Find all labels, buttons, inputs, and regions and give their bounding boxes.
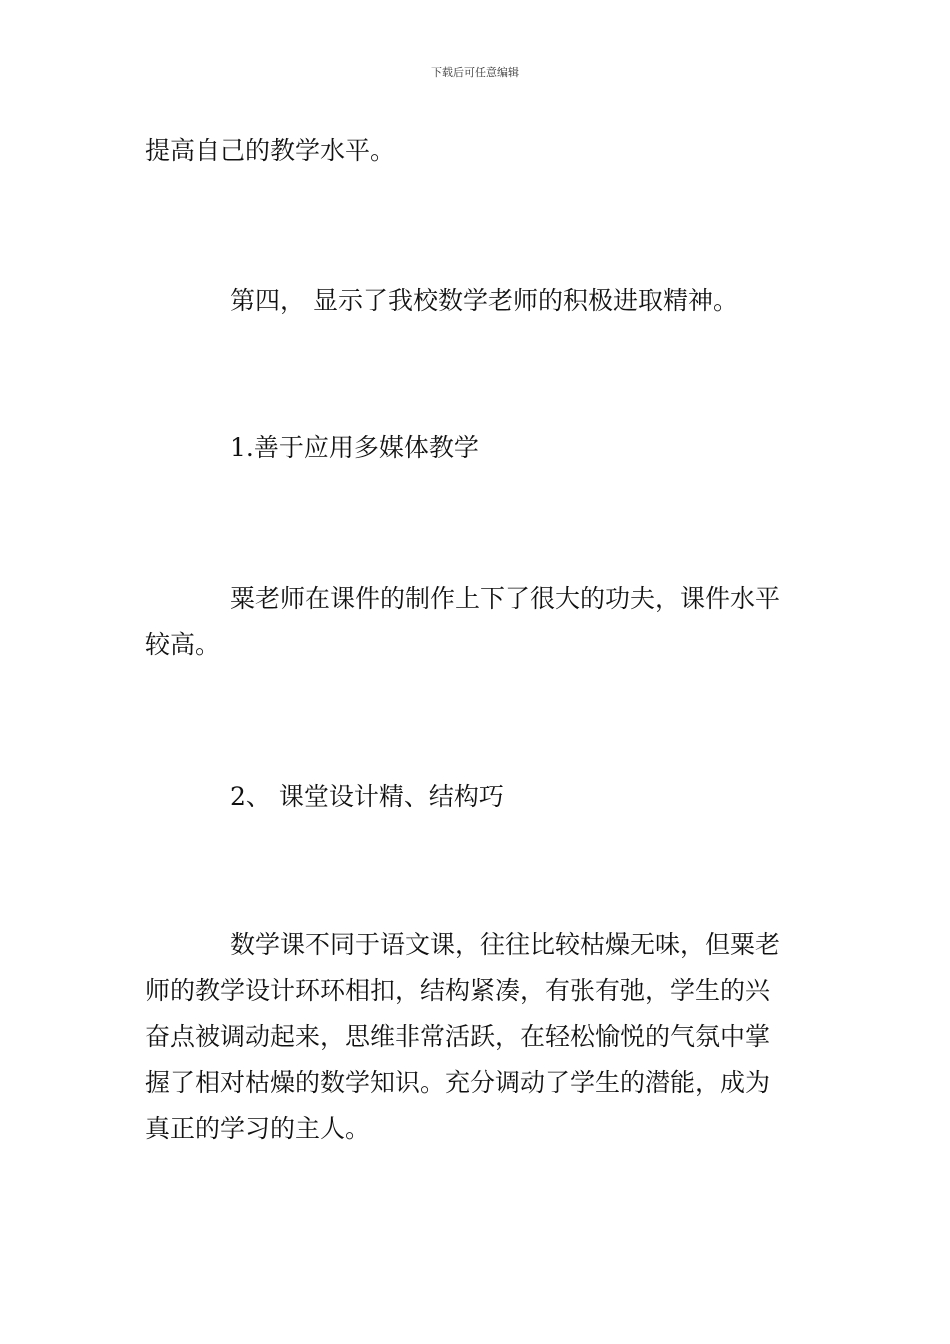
text-line: 真正的学习的主人。	[145, 1114, 371, 1143]
text-line: 较高。	[145, 630, 221, 659]
text-line: 2、 课堂设计精、结构巧	[230, 782, 504, 811]
section-heading-fourth	[145, 278, 807, 324]
subheading-multimedia	[145, 425, 807, 471]
text-line: 1.善于应用多媒体教学	[230, 433, 479, 462]
paragraph-math-class	[145, 922, 807, 1152]
page-header: 下载后可任意编辑	[431, 66, 519, 79]
subheading-classroom-design	[145, 774, 807, 820]
text-line: 提高自己的教学水平。	[145, 136, 396, 165]
paragraph-courseware	[145, 576, 807, 668]
paragraph-continuation	[145, 128, 807, 174]
text-line: 奋点被调动起来，思维非常活跃，在轻松愉悦的气氛中掌	[145, 1022, 771, 1051]
text-line: 握了相对枯燥的数学知识。充分调动了学生的潜能，成为	[145, 1068, 771, 1097]
text-line: 师的教学设计环环相扣，结构紧凑，有张有弛，学生的兴	[145, 976, 771, 1005]
text-line: 粟老师在课件的制作上下了很大的功夫，课件水平	[230, 584, 781, 613]
text-line: 第四， 显示了我校数学老师的积极进取精神。	[230, 286, 738, 315]
text-line: 数学课不同于语文课，往往比较枯燥无味，但粟老	[230, 930, 781, 959]
